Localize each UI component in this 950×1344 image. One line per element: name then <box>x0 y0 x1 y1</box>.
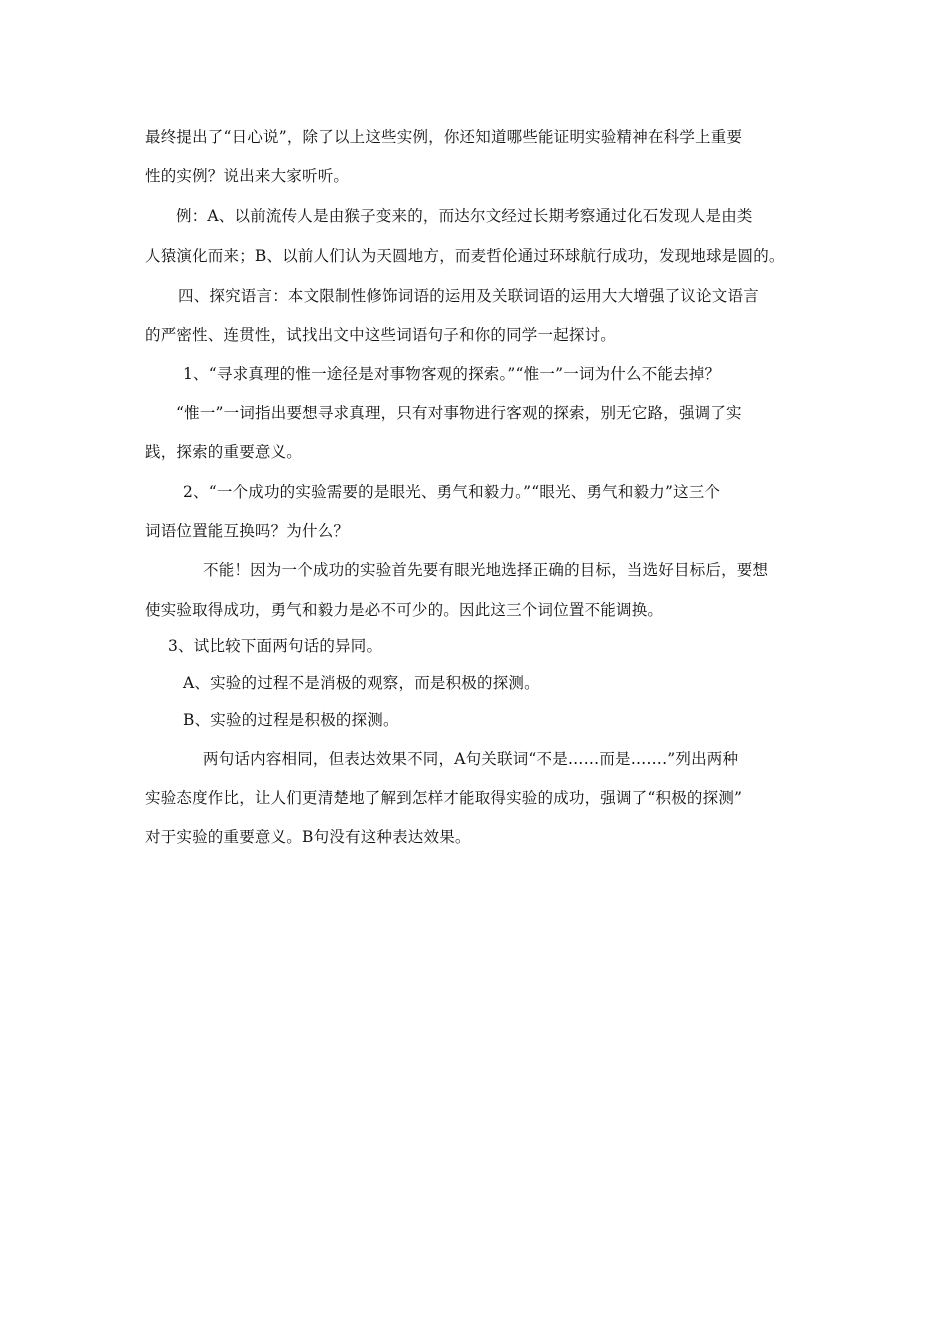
text-line-2: 性的实例？说出来大家听听。 <box>145 167 350 185</box>
text-line-19: 对于实验的重要意义。B句没有这种表达效果。 <box>145 828 471 846</box>
text-line-7: 1、“寻求真理的惟一途径是对事物客观的探索。”“惟一”一词为什么不能去掉？ <box>183 365 721 383</box>
text-line-12: 不能！因为一个成功的实验首先要有眼光地选择正确的目标，当选好目标后，要想 <box>203 561 769 579</box>
text-line-14: 3、试比较下面两句话的异同。 <box>168 637 383 655</box>
text-line-11: 词语位置能互换吗？为什么？ <box>145 522 350 540</box>
text-line-4: 人猿演化而来；B、以前人们认为天圆地方，而麦哲伦通过环球航行成功，发现地球是圆的。 <box>145 247 785 265</box>
text-line-15: A、实验的过程不是消极的观察，而是积极的探测。 <box>183 674 540 692</box>
text-line-18: 实验态度作比，让人们更清楚地了解到怎样才能取得实验的成功，强调了“积极的探测” <box>145 789 743 807</box>
text-line-3: 例：A、以前流传人是由猴子变来的，而达尔文经过长期考察通过化石发现人是由类 <box>176 207 753 225</box>
text-line-16: B、实验的过程是积极的探测。 <box>183 711 399 729</box>
text-line-6: 的严密性、连贯性，试找出文中这些词语句子和你的同学一起探讨。 <box>145 326 617 344</box>
text-line-8: “惟一”一词指出要想寻求真理，只有对事物进行客观的探索，别无它路，强调了实 <box>176 404 742 422</box>
text-line-17: 两句话内容相同，但表达效果不同，A句关联词“不是……而是…….”列出两种 <box>203 750 739 768</box>
text-line-9: 践，探索的重要意义。 <box>145 443 303 461</box>
text-line-1: 最终提出了“日心说”，除了以上这些实例，你还知道哪些能证明实验精神在科学上重要 <box>145 128 743 146</box>
text-line-5: 四、探究语言：本文限制性修饰词语的运用及关联词语的运用大大增强了议论文语言 <box>178 287 759 305</box>
text-line-10: 2、“一个成功的实验需要的是眼光、勇气和毅力。”“眼光、勇气和毅力”这三个 <box>183 483 721 501</box>
text-line-13: 使实验取得成功，勇气和毅力是必不可少的。因此这三个词位置不能调换。 <box>145 601 664 619</box>
